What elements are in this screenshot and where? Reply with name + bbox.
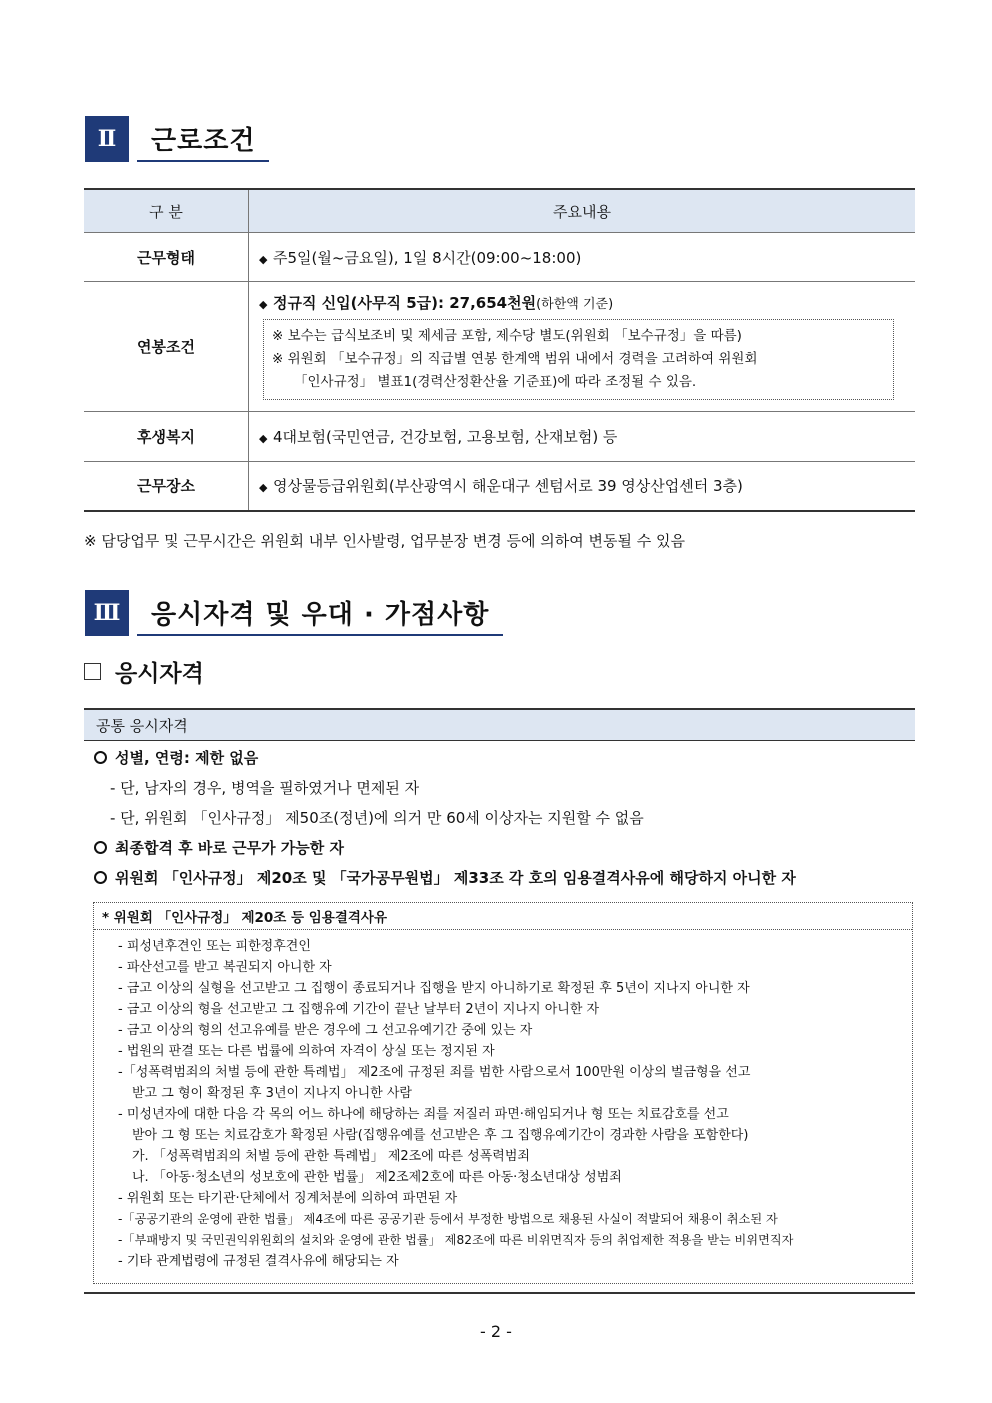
diamond-bullet-icon: ◆ [259,481,268,495]
table-row [84,462,915,511]
row-label: 근무형태 [84,233,249,282]
salary-text: 정규직 신입(사무직 5급): 27,654천원 [273,293,537,312]
disqualification-box [93,902,913,1284]
qualification-detail: - 단, 위원회 「인사규정」 제50조(정년)에 의거 만 60세 이상자는 지원할 수 없음 [110,809,644,827]
note-line: ※ 보수는 급식보조비 및 제세금 포함, 제수당 별도(위원회 「보수규정」을 따름) [272,327,742,344]
list-item: 나. 「아동·청소년의 성보호에 관한 법률」 제2조제2호에 따른 아동·청소년대상 성범죄 [132,1170,622,1185]
diamond-bullet-icon: ◆ [259,252,268,266]
row-value: ◆ 영상물등급위원회(부산광역시 해운대구 센텀서로 39 영상산업센터 3층) [249,462,916,511]
list-item: - 법원의 판결 또는 다른 법률에 의하여 자격이 상실 또는 정지된 자 [118,1044,495,1059]
row-label: 연봉조건 [84,282,249,412]
salary-notes-box [263,319,894,400]
circle-bullet-icon [94,871,107,884]
list-item: -「공공기관의 운영에 관한 법률」 제4조에 따른 공공기관 등에서 부정한 방법으로 채용된 사실이 적발되어 채용이 취소된 자 [118,1212,778,1226]
table-header-row [84,189,915,233]
qualification-item: 성별, 연령: 제한 없음 [94,747,258,768]
bottom-divider [84,1292,915,1294]
disqualification-title: * 위원회 「인사규정」 제20조 등 임용결격사유 [94,903,912,930]
row-label: 근무장소 [84,462,249,511]
list-item: - 파산선고를 받고 복권되지 아니한 자 [118,960,332,975]
table-row [84,233,915,282]
checkbox-square-icon [84,663,101,680]
section-3-number: Ⅲ [85,590,129,636]
row-value: ◆ 주5일(월~금요일), 1일 8시간(09:00~18:00) [249,233,916,282]
page-number: - 2 - [480,1322,512,1341]
section-3-header [85,590,503,636]
list-item: 받고 그 형이 확정된 후 3년이 지나지 아니한 사람 [132,1086,412,1101]
qualification-detail: - 단, 남자의 경우, 병역을 필하였거나 면제된 자 [110,779,420,797]
list-item: - 금고 이상의 실형을 선고받고 그 집행이 종료되거나 집행을 받지 아니하기로 확정된 후 5년이 지나지 아니한 자 [118,981,750,996]
header-contents: 주요내용 [249,189,916,233]
disqualification-list [94,930,912,1272]
list-item: - 위원회 또는 타기관·단체에서 징계처분에 의하여 파면된 자 [118,1191,458,1206]
row-label: 후생복지 [84,412,249,462]
table-row [84,282,915,412]
table-row [84,412,915,462]
common-qualification-bar: 공통 응시자격 [84,708,915,741]
list-item: - 금고 이상의 형을 선고받고 그 집행유예 기간이 끝난 날부터 2년이 지나지 아니한 자 [118,1002,600,1017]
list-item: 받아 그 형 또는 치료감호가 확정된 사람(집행유예를 선고받은 후 그 집행유예기간이 경과한 사람을 포함한다) [132,1128,749,1143]
note-line: ※ 위원회 「보수규정」의 직급별 연봉 한계액 범위 내에서 경력을 고려하여 위원회 [272,350,758,367]
row-value: ◆ 4대보험(국민연금, 건강보험, 고용보험, 산재보험) 등 [249,412,916,462]
list-item: - 금고 이상의 형의 선고유예를 받은 경우에 그 선고유예기간 중에 있는 자 [118,1023,533,1038]
list-item: - 피성년후견인 또는 피한정후견인 [118,939,311,954]
list-item: - 미성년자에 대한 다음 각 목의 어느 하나에 해당하는 죄를 저질러 파면·해임되거나 형 또는 치료감호를 선고 [118,1107,729,1122]
qualification-item: 위원회 「인사규정」 제20조 및 「국가공무원법」 제33조 각 호의 임용결격사유에 해당하지 아니한 자 [94,867,796,888]
circle-bullet-icon [94,841,107,854]
subsection-title: 응시자격 [84,655,204,688]
salary-suffix: (하한액 기준) [536,296,614,312]
qualification-item: 최종합격 후 바로 근무가 가능한 자 [94,837,344,858]
circle-bullet-icon [94,751,107,764]
list-item: -「성폭력범죄의 처벌 등에 관한 특례법」 제2조에 규정된 죄를 범한 사람으로서 100만원 이상의 벌금형을 선고 [118,1065,751,1080]
section-2-number: Ⅱ [85,116,129,162]
header-category: 구 분 [84,189,249,233]
list-item: - 기타 관계법령에 규정된 결격사유에 해당되는 자 [118,1254,399,1269]
work-remark: ※ 담당업무 및 근무시간은 위원회 내부 인사발령, 업무분장 변경 등에 의하여 변동될 수 있음 [84,532,685,550]
section-2-title: 근로조건 [137,116,269,162]
note-line: 「인사규정」 별표1(경력산정환산율 기준표)에 따라 조정될 수 있음. [294,373,697,390]
diamond-bullet-icon: ◆ [259,432,268,445]
list-item: -「부패방지 및 국민권익위원회의 설치와 운영에 관한 법률」 제82조에 따른 비위면직자 등의 취업제한 적용을 받는 비위면직자 [118,1233,794,1247]
section-2-header [85,116,269,162]
list-item: 가. 「성폭력범죄의 처벌 등에 관한 특례법」 제2조에 따른 성폭력범죄 [132,1149,530,1164]
diamond-bullet-icon: ◆ [259,297,268,311]
section-3-title: 응시자격 및 우대 · 가점사항 [137,590,503,636]
row-value [249,282,916,412]
work-conditions-table [84,188,915,512]
